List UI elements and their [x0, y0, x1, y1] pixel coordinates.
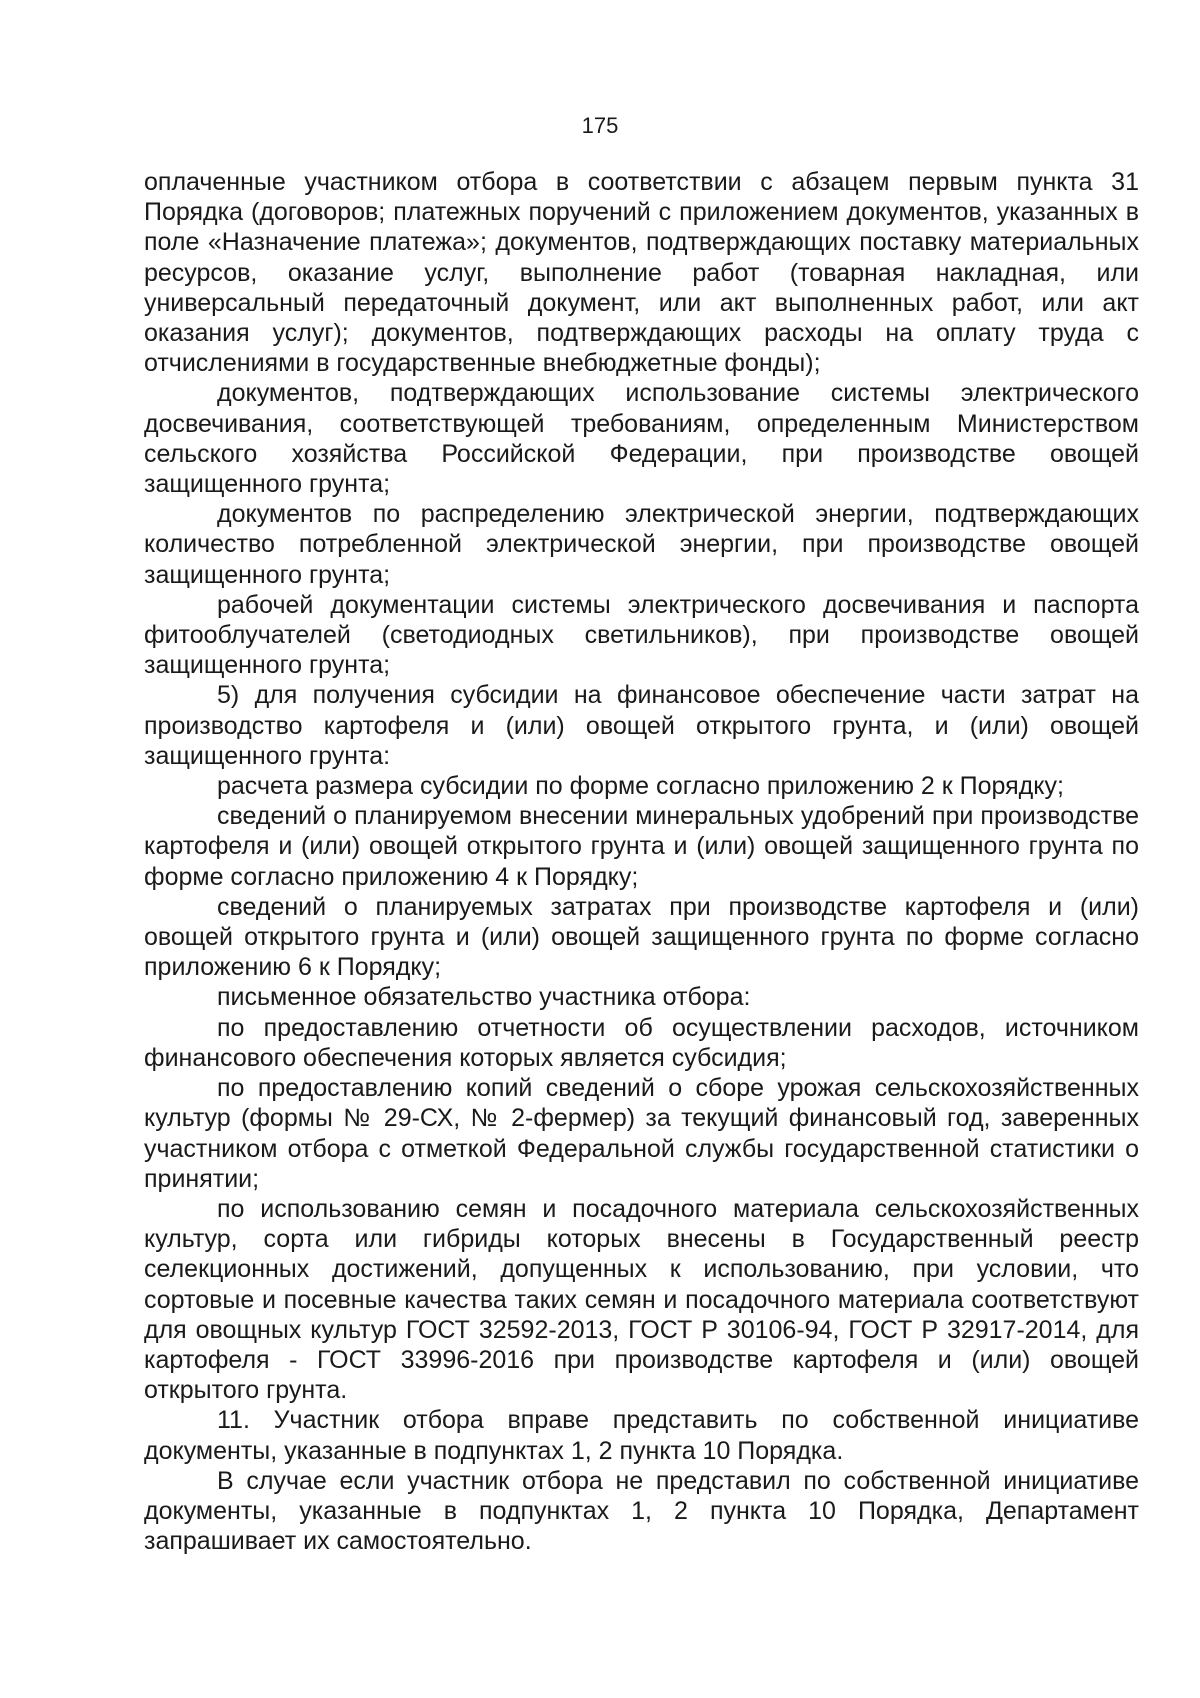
paragraph: 5) для получения субсидии на финансовое обеспечение части затрат на производство картофеля и (или) овощей открытого грунта, и (или) овощей защищенного грунта: — [144, 681, 1139, 770]
paragraph: письменное обязательство участника отбора: — [217, 983, 751, 1012]
paragraph: сведений о планируемом внесении минеральных удобрений при производстве картофеля и (или) овощей открытого грунта и (или) овощей защищенного грунта по форме согласно приложению 4 к Порядку; — [144, 802, 1139, 891]
paragraph: документов по распределению электрической энергии, подтверждающих количество потребленной электрической энергии, при производстве овощей защищенного грунта; — [144, 500, 1139, 589]
paragraph: 11. Участник отбора вправе представить по собственной инициативе документы, указанные в подпунктах 1, 2 пункта 10 Порядка. — [144, 1406, 1139, 1465]
paragraph: рабочей документации системы электрического досвечивания и паспорта фитооблучателей (светодиодных светильников), при производстве овощей защищенного грунта; — [144, 590, 1139, 680]
paragraph: документов, подтверждающих использование системы электрического досвечивания, соответствующей требованиям, определенным Министерством сельского хозяйства Российской Федерации, при производстве овощей защищенного грунта; — [144, 379, 1139, 499]
paragraph: по использованию семян и посадочного материала сельскохозяйственных культур, сорта или гибриды которых внесены в Государственный реестр селекционных достижений, допущенных к использованию, при условии, что сортовые и посевные качества таких семян и посадочного материала соответствуют для овощных культур ГОСТ 32592-2013, ГОСТ Р 30106-94, ГОСТ Р 32917-2014, для картофеля - ГОСТ 33996-2016 при производстве картофеля и (или) овощей открытого грунта. — [144, 1194, 1139, 1405]
page-number: 175 — [581, 113, 619, 138]
paragraph: оплаченные участником отбора в соответствии с абзацем первым пункта 31 Порядка (договоров; платежных поручений с приложением документов, указанных в поле «Назначение платежа»; документов, подтверждающих поставку материальных ресурсов, оказание услуг, выполнение работ (товарная накладная, или универсальный передаточный документ, или акт выполненных работ, или акт оказания услуг); документов, подтверждающих расходы на оплату труда с отчислениями в государственные внебюджетные фонды); — [144, 168, 1139, 378]
paragraph: В случае если участник отбора не представил по собственной инициативе документы, указанные в подпунктах 1, 2 пункта 10 Порядка, Департамент запрашивает их самостоятельно. — [144, 1466, 1139, 1556]
paragraph: расчета размера субсидии по форме согласно приложению 2 к Порядку; — [217, 772, 1064, 801]
paragraph: сведений о планируемых затратах при производстве картофеля и (или) овощей открытого грунта и (или) овощей защищенного грунта по форме согласно приложению 6 к Порядку; — [144, 892, 1139, 982]
paragraph: по предоставлению копий сведений о сборе урожая сельскохозяйственных культур (формы № 29-СХ, № 2-фермер) за текущий финансовый год, заверенных участником отбора с отметкой Федеральной службы государственной статистики о принятии; — [144, 1074, 1139, 1193]
paragraph: по предоставлению отчетности об осуществлении расходов, источником финансового обеспечения которых является субсидия; — [144, 1013, 1139, 1072]
document-body — [144, 167, 1139, 1556]
